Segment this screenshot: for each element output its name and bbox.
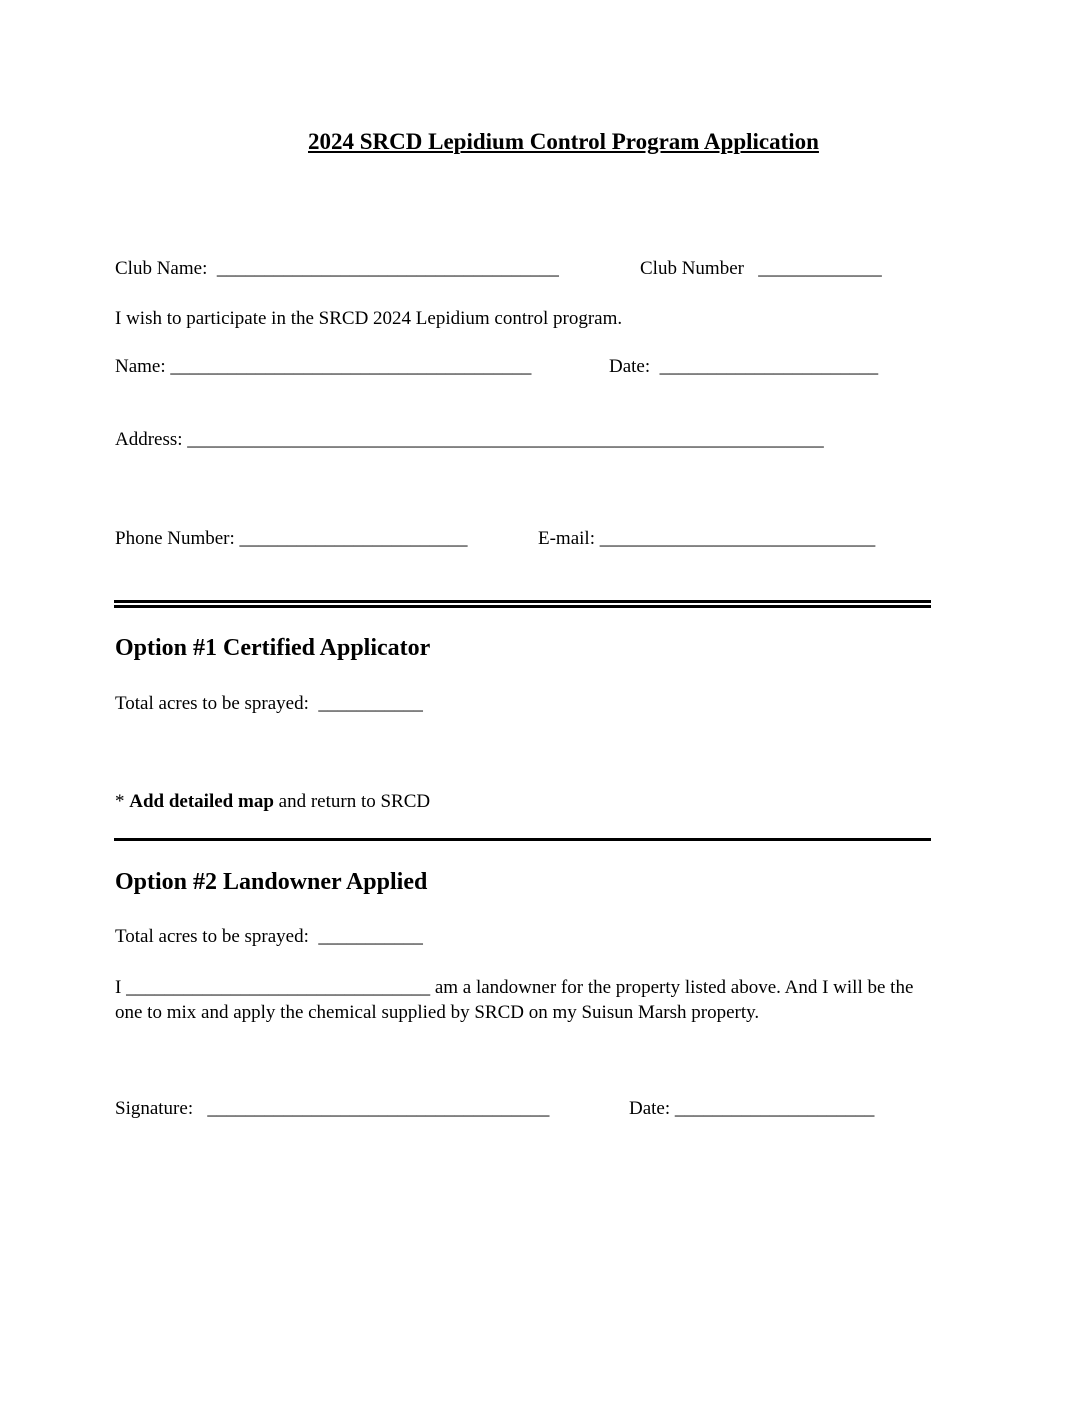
form-title: 2024 SRCD Lepidium Control Program Application	[308, 129, 819, 154]
signature-field[interactable]: Signature: ____________________________________	[115, 1098, 550, 1119]
note-prefix: *	[115, 791, 130, 812]
option2-acres-field[interactable]: Total acres to be sprayed: ___________	[115, 926, 423, 947]
option1-heading: Option #1 Certified Applicator	[115, 635, 431, 661]
option1-acres-field[interactable]: Total acres to be sprayed: ___________	[115, 693, 423, 714]
participation-statement: I wish to participate in the SRCD 2024 Lepidium control program.	[115, 308, 623, 329]
date-field[interactable]: Date: _______________________	[609, 356, 879, 377]
section-divider	[114, 838, 931, 841]
landowner-statement: I ________________________________ am a landowner for the property listed above. And I will be the one to mix and apply the chemical supplied by SRCD on my Suisun Marsh property.	[115, 977, 914, 1023]
club-number-field[interactable]: Club Number _____________	[640, 258, 882, 279]
signature-date-field[interactable]: Date: _____________________	[629, 1098, 875, 1119]
option1-map-note	[115, 792, 430, 811]
double-rule-top	[114, 600, 931, 603]
name-field[interactable]: Name: ______________________________________	[115, 356, 532, 377]
double-rule-bottom	[114, 605, 931, 608]
email-field[interactable]: E-mail: _____________________________	[538, 528, 876, 549]
address-field[interactable]: Address: ___________________________________________________________________	[115, 429, 824, 450]
option2-heading: Option #2 Landowner Applied	[115, 869, 428, 895]
note-suffix: and return to SRCD	[273, 791, 431, 812]
club-name-field[interactable]: Club Name: ____________________________________	[115, 258, 559, 279]
note-bold-text: Add detailed map	[129, 791, 274, 812]
phone-number-field[interactable]: Phone Number: ________________________	[115, 528, 468, 549]
